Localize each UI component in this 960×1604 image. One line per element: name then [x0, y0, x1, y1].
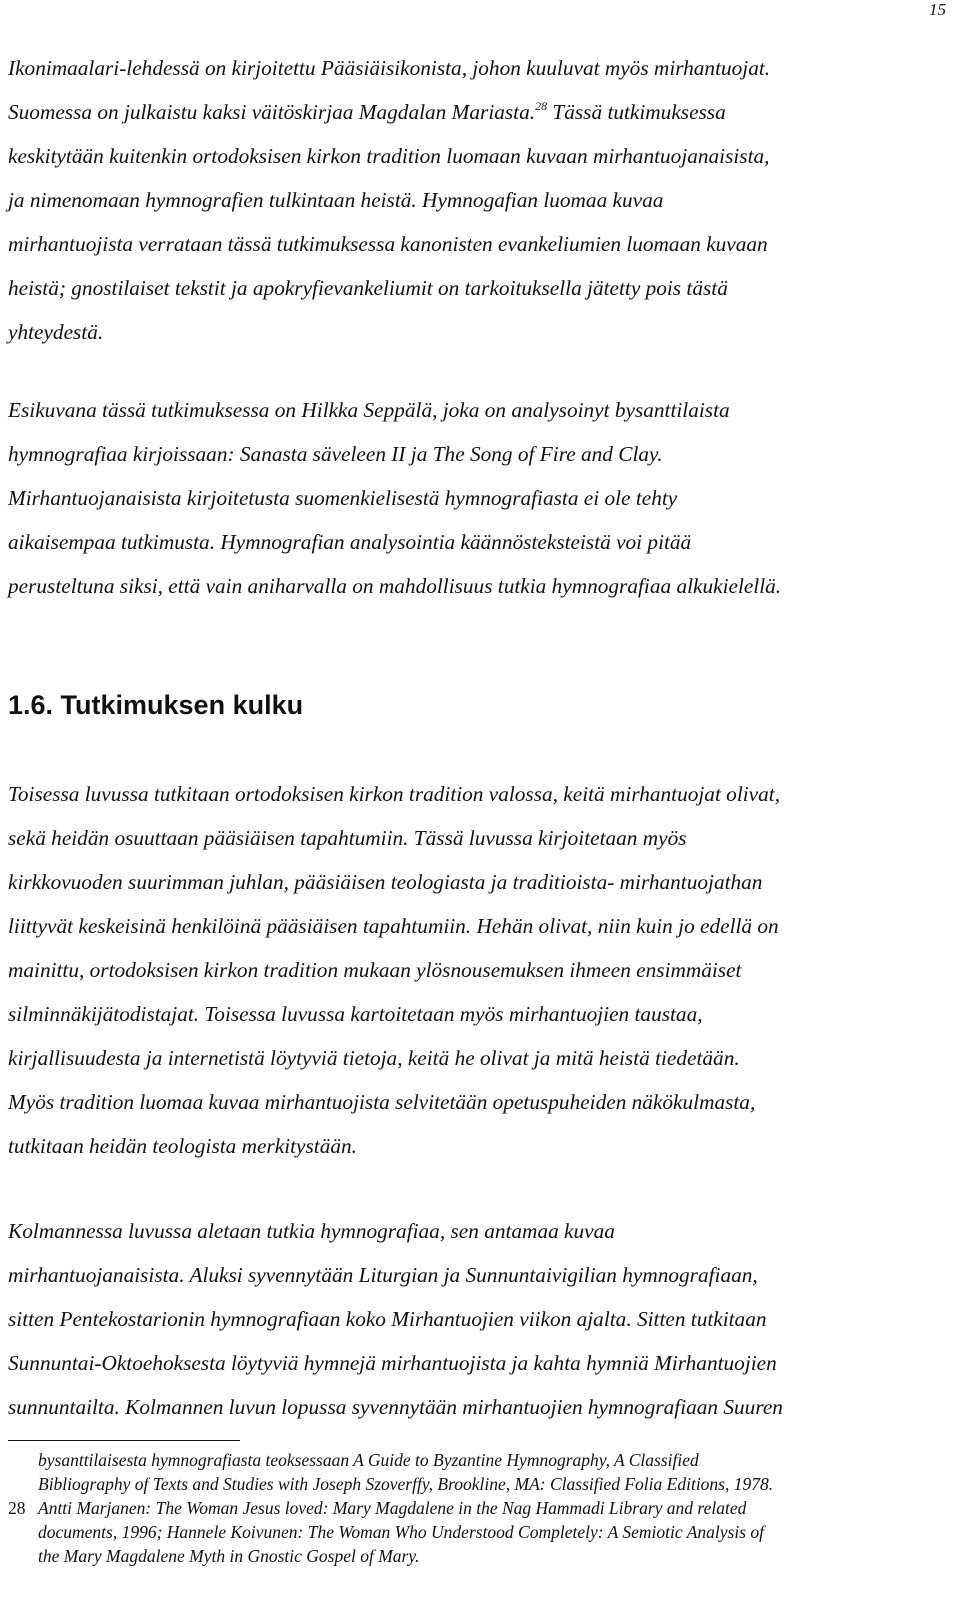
footnote-separator [8, 1440, 240, 1441]
footnotes [8, 1448, 948, 1568]
footnote-continuation: bysanttilaisesta hymnografiasta teoksessaan A Guide to Byzantine Hymnography, A Classified Bibliography of Texts and Studies with Joseph Szoverffy, Brookline, MA: Classified Folia Editions, 1978. [38, 1450, 774, 1494]
footnote-28-text: Antti Marjanen: The Woman Jesus loved: Mary Magdalene in the Nag Hammadi Library and related documents, 1996; Hannele Koivunen: The Woman Who Understood Completely: A Semiotic Analysis of the Mary Magdalene Myth in Gnostic Gospel of Mary. [38, 1498, 764, 1566]
paragraph-3: Toisessa luvussa tutkitaan ortodoksisen kirkon tradition valossa, keitä mirhantuojat olivat, sekä heidän osuuttaan pääsiäisen tapahtumiin. Tässä luvussa kirjoitetaan myös kirkkovuoden suurimman juhlan, pääsiäisen teologiasta ja traditioista- mirhantuojathan liittyvät keskeisinä henkilöinä pääsiäisen tapahtumiin. Hehän olivat, niin kuin jo edellä on mainittu, ortodoksisen kirkon tradition mukaan ylösnousemuksen ihmeen ensimmäiset silminnäkijätodistajat. Toisessa luvussa kartoitetaan myös mirhantuojien taustaa, kirjallisuudesta ja internetistä löytyviä tietoja, keitä he olivat ja mitä heistä tiedetään. Myös tradition luomaa kuvaa mirhantuojista selvitetään opetuspuheiden näkökulmasta, tutkitaan heidän teologista merkitystään. [8, 782, 781, 1158]
paragraph-1-text-b: Tässä tutkimuksessa keskitytään kuitenkin ortodoksisen kirkon tradition luomaan kuvaan mirhantuojanaisista, ja nimenomaan hymnografien tulkintaan heistä. Hymnogafian luomaa kuvaa mirhantuojista verrataan tässä tutkimuksessa kanonisten evankeliumien luomaan kuvaan heistä; gnostilaiset tekstit ja apokryfievankeliumit on tarkoituksella jätetty pois tästä yhteydestä. [8, 100, 770, 344]
page-number: 15 [929, 0, 946, 19]
body-text [8, 46, 948, 608]
paragraph-2: Esikuvana tässä tutkimuksessa on Hilkka Seppälä, joka on analysoinyt bysanttilaista hymnografiaa kirjoissaan: Sanasta säveleen II ja The Song of Fire and Clay. Mirhantuojanaisista kirjoitetusta suomenkielisestä hymnografiasta ei ole tehty aikaisempaa tutkimusta. Hymnografian analysointia käännösteksteistä voi pitää perusteltuna siksi, että vain aniharvalla on mahdollisuus tutkia hymnografiaa alkukielellä. [8, 398, 782, 598]
paragraph-1-text-a: Ikonimaalari-lehdessä on kirjoitettu Pääsiäisikonista, johon kuuluvat myös mirhantuojat. Suomessa on julkaistu kaksi väitöskirjaa Magdalan Mariasta. [8, 56, 771, 124]
footnote-ref-28[interactable]: 28 [535, 99, 548, 113]
section-heading: 1.6. Tutkimuksen kulku [8, 690, 304, 720]
footnote-28 [8, 1496, 948, 1568]
paragraph-4: Kolmannessa luvussa aletaan tutkia hymnografiaa, sen antamaa kuvaa mirhantuojanaisista. Aluksi syvennytään Liturgian ja Sunnuntaivigilian hymnografiaan, sitten Pentekostarionin hymnografiaan koko Mirhantuojien viikon ajalta. Sitten tutkitaan Sunnuntai-Oktoehoksesta löytyviä hymnejä mirhantuojista ja kahta hymniä Mirhantuojien sunnuntailta. Kolmannen luvun lopussa syvennytään mirhantuojien hymnografiaan Suuren [8, 1219, 783, 1419]
footnote-28-number: 28 [8, 1498, 26, 1518]
paragraph-1 [8, 46, 948, 354]
